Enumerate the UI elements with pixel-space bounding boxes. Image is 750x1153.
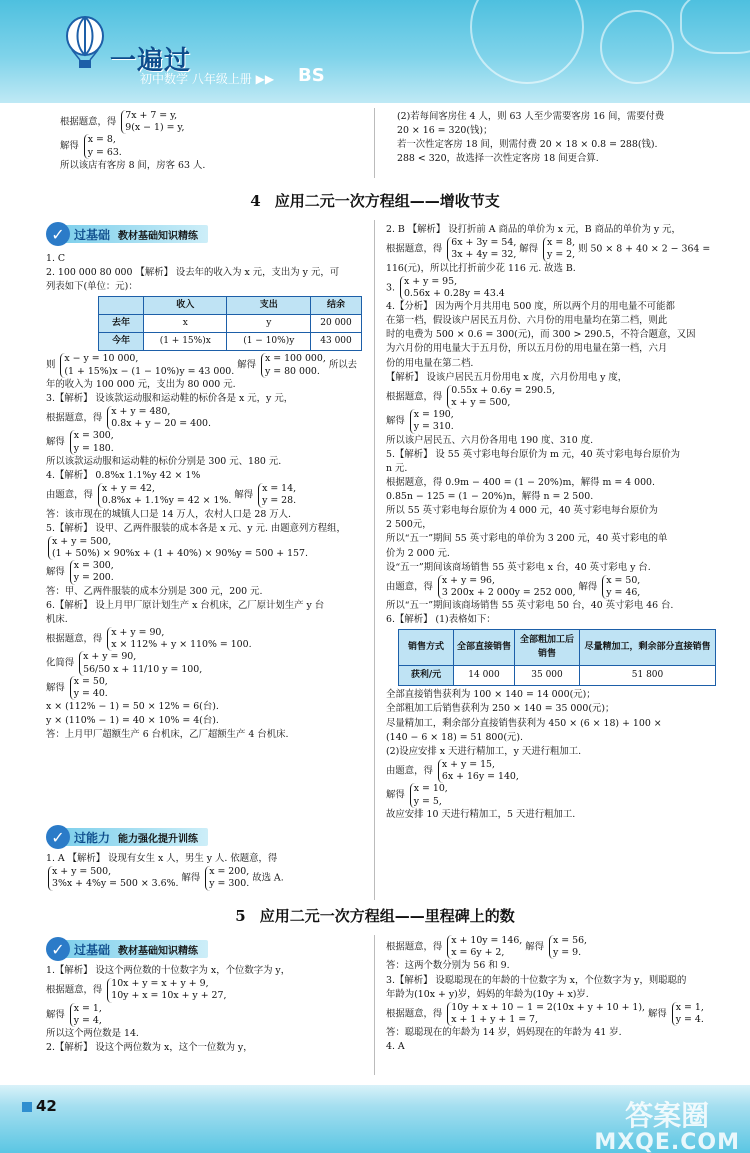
table-cell: (1 + 15%)x (144, 333, 227, 351)
brand-title: 一遍过 (110, 46, 192, 76)
equation: 10x + y = x + y + 9, (111, 978, 209, 990)
equation: (1 + 15%)x − (1 − 10%)y = 43 000. (64, 365, 235, 377)
text: 由题意，得 (386, 581, 433, 593)
equation-system (447, 935, 522, 959)
equation: x = 100 000, (264, 353, 326, 365)
text: 所以该店有客房 8 间，房客 63 人. (60, 159, 206, 171)
text: 年龄为(10x + y)岁，妈妈的年龄为(10y + x)岁. (386, 988, 589, 1000)
equation: y = 40. (73, 688, 108, 700)
equation: x = 200, (209, 866, 250, 878)
equation-system (400, 276, 505, 300)
table-header: 结余 (311, 297, 362, 315)
text: 全部粗加工后销售获利为 250 × 140 = 35 000(元)； (386, 703, 615, 715)
answer-1: 1. C (46, 253, 66, 264)
badge-bar (64, 828, 208, 846)
text: 若一次性定客房 18 间，则需付费 20 × 18 × 0.8 = 288(钱). (397, 139, 658, 151)
text: 解得 (578, 581, 598, 593)
text: 则 (46, 360, 56, 372)
equation-system (121, 110, 184, 134)
badge-sub-label: 教材基础知识精练 (118, 230, 199, 242)
text: 答：上月甲厂超额生产 6 台机床，乙厂超额生产 4 台机床. (46, 729, 289, 741)
solution-system (205, 866, 249, 890)
equation: x = 56, (553, 935, 588, 946)
badge-bar (64, 225, 208, 243)
answer-2-line: 2.【解析】 设这个两位数为 x，这个一位数为 y， (46, 1042, 253, 1054)
equation: x + y = 95, (403, 275, 458, 287)
equation-system (447, 385, 555, 409)
equation: x + y = 90, (83, 651, 137, 663)
text: 根据题意，得 (386, 941, 443, 953)
text: 价为 2 000 元. (386, 547, 450, 559)
answer-6-line: 6.【解析】 设上月甲厂原计划生产 x 台机床，乙厂原计划生产 y 台 (46, 599, 325, 611)
text: 设“五一”期间该商场销售 55 英寸彩电 x 台，40 英寸彩电 y 台. (386, 561, 651, 573)
section-5-title (0, 905, 750, 926)
equation: y = 63. (87, 146, 122, 158)
text: 解得 (60, 141, 79, 153)
text: 解得 (519, 243, 539, 255)
text: 份的用电量在第二档. (386, 357, 474, 369)
badge-ability (46, 826, 208, 848)
equation: y = 300. (209, 878, 250, 890)
equation: 0.8%x + 1.1%y = 42 × 1%. (101, 495, 232, 507)
top-left-block (60, 110, 360, 173)
text: 根据题意，得 (46, 412, 103, 424)
text: 所以 55 英寸彩电每台原价为 4 000 元，40 英寸彩电每台原价为 (386, 505, 658, 517)
equation: 3%x + 4%y = 500 × 3.6%. (52, 878, 179, 890)
text: 机床. (46, 613, 68, 625)
column-divider (374, 935, 375, 1075)
answer-3-number: 3. (386, 282, 395, 294)
table-cell: 14 000 (454, 666, 515, 686)
equation-system (447, 1002, 645, 1026)
table-row-label: 获利/元 (399, 666, 454, 686)
text: 根据题意，得 (46, 984, 103, 996)
equation: x = 8, (547, 237, 576, 249)
sales-table (398, 629, 716, 686)
book-subtitle (140, 70, 274, 87)
edition-label: BS (298, 65, 325, 86)
answer-6-line: 6.【解析】 (1)表格如下： (386, 614, 496, 626)
solution-system (410, 783, 448, 807)
badge-basic (46, 223, 208, 245)
solution-system (602, 575, 640, 599)
text: 则 50 × 8 + 40 × 2 − 364 = (578, 243, 711, 255)
text: 所以“五一”期间该商场销售 55 英寸彩电 50 台，40 英寸彩电 46 台. (386, 600, 674, 612)
equation: x − y = 10 000, (64, 353, 139, 365)
solution-system (70, 560, 114, 584)
equation-system (447, 237, 516, 261)
text: 0.85n − 125 = (1 − 20%)n，解得 n = 2 500. (386, 491, 594, 503)
equation: x = 1, (73, 1002, 102, 1014)
section-4-title (0, 190, 750, 211)
equation: 3 200x + 2 000y = 252 000, (441, 586, 576, 598)
table-header (99, 297, 144, 315)
text: 所以该款运动服和运动鞋的标价分别是 300 元、180 元. (46, 455, 282, 467)
text: 故应安排 10 天进行精加工，5 天进行粗加工. (386, 808, 576, 820)
equation-system (107, 406, 211, 430)
solution-system (549, 935, 587, 959)
text: 解得 (525, 941, 545, 953)
equation: y = 80 000. (264, 365, 320, 377)
table-header: 全部直接销售 (454, 630, 515, 666)
answer-1-line: 1.【解析】 设这个两位数的十位数字为 x，个位数字为 y， (46, 965, 291, 976)
equation: x = 50, (606, 574, 641, 586)
table-cell: 43 000 (311, 333, 362, 351)
text: n 元. (386, 462, 408, 474)
text: 解得 (237, 360, 256, 372)
equation: x + y = 500, (52, 866, 112, 878)
s5-left-column (46, 964, 368, 1055)
equation: x + 1 + y + 1 = 7, (451, 1013, 538, 1025)
table-header: 尽量精加工，剩余部分直接销售 (580, 630, 716, 666)
solution-system (672, 1002, 704, 1026)
equation: y = 310. (413, 421, 454, 433)
equation: x + y = 500, (451, 396, 511, 408)
answer-2-line: 列表如下(单位：元)： (46, 281, 138, 293)
equation: y = 28. (262, 495, 297, 507)
equation: 6x + 3y = 54, (451, 237, 517, 249)
text: 解得 (386, 790, 405, 802)
decor-circle (680, 0, 750, 54)
text: 答：该市现在的城镇人口是 14 万人，农村人口是 28 万人. (46, 508, 292, 520)
equation: y = 200. (73, 572, 114, 584)
text: 解得 (46, 682, 65, 694)
text: 根据题意，得 (386, 243, 443, 255)
equation: x = 1, (675, 1001, 704, 1013)
equation: 56/50 x + 11/10 y = 100, (83, 663, 203, 675)
text: 由题意，得 (386, 765, 433, 777)
table-cell: 20 000 (311, 315, 362, 333)
equation: x = 50, (73, 675, 108, 687)
answer-4: 4. A (386, 1041, 405, 1053)
answer-5-line: 5.【解析】 设 55 英寸彩电每台原价为 m 元，40 英寸彩电每台原价为 (386, 448, 680, 460)
text: 全部直接销售获利为 100 × 140 = 14 000(元)； (386, 689, 596, 701)
header-band (0, 0, 750, 103)
equation: x + 10y = 146, (451, 935, 523, 946)
equation: 10y + x + 10 − 1 = 2(10x + y + 10 + 1), (451, 1001, 646, 1013)
table-header: 全部粗加工后销售 (515, 630, 580, 666)
solution-system (261, 353, 326, 377)
equation: y = 2, (547, 249, 576, 261)
subtitle-text: 初中数学 八年级上册 (140, 72, 252, 86)
text: 根据题意，得 (386, 391, 443, 403)
equation-system (48, 536, 308, 560)
text: 根据题意，得 0.9m − 400 = (1 − 20%)m，解得 m = 4 000. (386, 476, 656, 488)
badge-main-label: 过能力 (74, 830, 111, 845)
solution-system (410, 409, 454, 433)
top-right-block (397, 110, 737, 166)
equation: x + y = 500, (52, 535, 112, 547)
text: 根据题意，得 (60, 116, 117, 128)
text: 所以“五一”期间 55 英寸彩电的单价为 3 200 元，40 英寸彩电的单 (386, 533, 668, 545)
badge-sub-label: 能力强化提升训练 (118, 833, 199, 845)
badge-basic-5 (46, 938, 208, 960)
text: 解得 (46, 437, 65, 449)
equation-system (107, 627, 251, 651)
s5-right-column (386, 935, 738, 1054)
equation: 3x + 4y = 32, (451, 249, 517, 261)
equation: x + y = 42, (101, 483, 155, 495)
text: 所以去 (328, 360, 357, 372)
column-divider (374, 108, 375, 178)
text: 【解析】 设该户居民五月份用电 x 度，六月份用电 y 度， (386, 371, 628, 383)
text: (2)若每间客房住 4 人，则 63 人至少需要客房 16 间，需要付费 (397, 111, 665, 122)
badge-sub-label: 教材基础知识精练 (118, 945, 199, 957)
text: (140 − 6 × 18) = 51 800(元). (386, 731, 524, 743)
table-cell: x (144, 315, 227, 333)
equation-system (60, 353, 234, 377)
equation: x = 190, (413, 409, 454, 421)
equation: y = 4, (73, 1014, 102, 1026)
s4-right-column (386, 223, 738, 822)
column-divider (374, 220, 375, 900)
equation: 10y + x = 10x + y + 27, (111, 990, 227, 1002)
section-heading: 应用二元一次方程组——增收节支 (274, 192, 500, 210)
text: 答：这两个数分别为 56 和 9. (386, 960, 510, 972)
hot-air-balloon-icon (62, 16, 108, 70)
equation: 0.56x + 0.28y = 43.4 (403, 287, 505, 299)
text: 288 < 320，故选择一次性定客房 18 间更合算. (397, 153, 599, 165)
equation: x = 300, (73, 560, 114, 572)
section-number: 4 (250, 192, 261, 210)
answer-3-line: 3.【解析】 设该款运动服和运动鞋的标价各是 x 元，y 元， (46, 392, 294, 404)
table-cell: 35 000 (515, 666, 580, 686)
equation: 9(x − 1) = y, (125, 122, 185, 134)
text: 根据题意，得 (386, 1008, 443, 1020)
equation: 0.8x + y − 20 = 400. (111, 418, 211, 430)
text: 根据题意，得 (46, 633, 103, 645)
answer-4-line: 4.【分析】 因为两个月共用电 500 度，所以两个月的用电量不可能都 (386, 301, 675, 313)
table-header: 销售方式 (399, 630, 454, 666)
equation: x + y = 480, (111, 405, 171, 417)
equation-system (79, 651, 202, 675)
text: y × (110% − 1) = 40 × 10% = 4(台). (46, 715, 219, 727)
equation: y = 5, (413, 795, 442, 807)
equation: x = 8, (87, 134, 116, 146)
equation: 6x + 16y = 140, (441, 771, 519, 783)
text: 解得 (46, 1009, 65, 1021)
badge-main-label: 过基础 (74, 942, 111, 957)
equation: x + y = 15, (441, 758, 495, 770)
checkmark-icon: ✓ (46, 222, 70, 246)
table-row-label: 去年 (99, 315, 144, 333)
text: 在第一档，假设该户居民五月份、六月份的用电量均在第二档，则此 (386, 315, 668, 327)
income-table (98, 296, 362, 351)
solution-system (84, 134, 122, 158)
text: 解得 (181, 872, 201, 884)
section-heading: 应用二元一次方程组——里程碑上的数 (259, 907, 515, 925)
watermark-cn: 答案圈 (625, 1099, 710, 1132)
answer-3-line: 3.【解析】 设聪聪现在的年龄的十位数字为 x，个位数字为 y，则聪聪的 (386, 974, 687, 986)
text: 解得 (386, 415, 405, 427)
equation: x × 112% + y × 110% = 100. (111, 639, 252, 651)
text: 答：甲、乙两件服装的成本分别是 300 元，200 元. (46, 585, 263, 597)
equation: 7x + 7 = y, (125, 110, 178, 121)
s4-left-column (46, 252, 368, 743)
decor-circle (470, 0, 584, 84)
equation-system (48, 866, 178, 890)
checkmark-icon: ✓ (46, 825, 70, 849)
text: (2)设应安排 x 天进行精加工，y 天进行粗加工. (386, 745, 582, 757)
answer-5-line: 5.【解析】 设甲、乙两件服装的成本各是 x 元、y 元. 由题意列方程组， (46, 522, 346, 534)
table-cell: y (227, 315, 311, 333)
table-row-label: 今年 (99, 333, 144, 351)
equation-system (98, 483, 231, 507)
badge-main-label: 过基础 (74, 227, 111, 242)
equation: x = 6y + 2, (451, 947, 505, 959)
equation-system (438, 575, 576, 599)
equation: x = 10, (413, 783, 448, 795)
text: 答：聪聪现在的年龄为 14 岁，妈妈现在的年龄为 41 岁. (386, 1027, 622, 1039)
solution-system (70, 1003, 102, 1027)
table-cell: (1 − 10%)y (227, 333, 311, 351)
equation: y = 180. (73, 442, 114, 454)
table-header: 支出 (227, 297, 311, 315)
decor-circle (600, 10, 674, 84)
solution-system (258, 483, 296, 507)
equation-system (438, 759, 519, 783)
arrows-icon: ▶▶ (255, 72, 275, 86)
answer-2-line: 2. 100 000 80 000 【解析】 设去年的收入为 x 元，支出为 y 元，可 (46, 267, 340, 279)
equation: y = 46, (606, 586, 641, 598)
equation: y = 4. (675, 1013, 704, 1025)
text: 由题意，得 (46, 489, 93, 501)
text: 化简得 (46, 658, 75, 670)
answer-2-line: 2. B 【解析】 设打折前 A 商品的单价为 x 元，B 商品的单价为 y 元， (386, 224, 681, 235)
equation: x + y = 96, (441, 574, 495, 586)
equation: x + y = 90, (111, 626, 165, 638)
text: x × (112% − 1) = 50 × 12% = 6(台). (46, 701, 219, 713)
solution-system (543, 237, 575, 261)
text: 20 × 16 = 320(钱)； (397, 125, 493, 137)
section-number: 5 (235, 907, 246, 925)
equation-system (107, 978, 226, 1002)
table-header: 收入 (144, 297, 227, 315)
text: 尽量精加工，剩余部分直接销售获利为 450 × (6 × 18) + 100 × (386, 717, 662, 729)
equation: (1 + 50%) × 90%x + (1 + 40%) × 90%y = 500 + 157. (52, 547, 308, 559)
text: 所以该户居民五、六月份各用电 190 度、310 度. (386, 434, 594, 446)
watermark-en: MXQE.COM (594, 1130, 740, 1153)
checkmark-icon: ✓ (46, 937, 70, 961)
ability-answers (46, 852, 368, 891)
ability-answer-1: 1. A 【解析】 设现有女生 x 人，男生 y 人. 依题意，得 (46, 853, 278, 864)
text: 为六月份的用电量大于五月份，所以五月份的用电量在第一档，六月 (386, 343, 668, 355)
badge-bar (64, 940, 208, 958)
equation: y = 9. (553, 947, 582, 959)
watermark (594, 1094, 740, 1153)
equation: x = 300, (73, 430, 114, 442)
text: 解得 (234, 489, 254, 501)
text: 故选 A. (252, 872, 284, 884)
text: 解得 (46, 566, 65, 578)
equation: 0.55x + 0.6y = 290.5, (451, 384, 556, 396)
answer-4-line: 4.【解析】 0.8%x 1.1%y 42 × 1% (46, 469, 201, 481)
solution-system (70, 430, 114, 454)
text: 解得 (648, 1008, 667, 1020)
text: 所以这个两位数是 14. (46, 1027, 139, 1039)
table-cell: 51 800 (580, 666, 716, 686)
text: 年的收入为 100 000 元，支出为 80 000 元. (46, 378, 236, 390)
text: 2 500元， (386, 519, 432, 531)
equation: x = 14, (262, 483, 297, 495)
solution-system (70, 676, 108, 700)
text: 时的电费为 500 × 0.6 = 300(元)，而 300 > 290.5，不符合题意，又因 (386, 329, 696, 341)
text: 116(元)，所以比打折前少花 116 元. 故选 B. (386, 262, 576, 274)
page-number: 42 (22, 1097, 57, 1115)
